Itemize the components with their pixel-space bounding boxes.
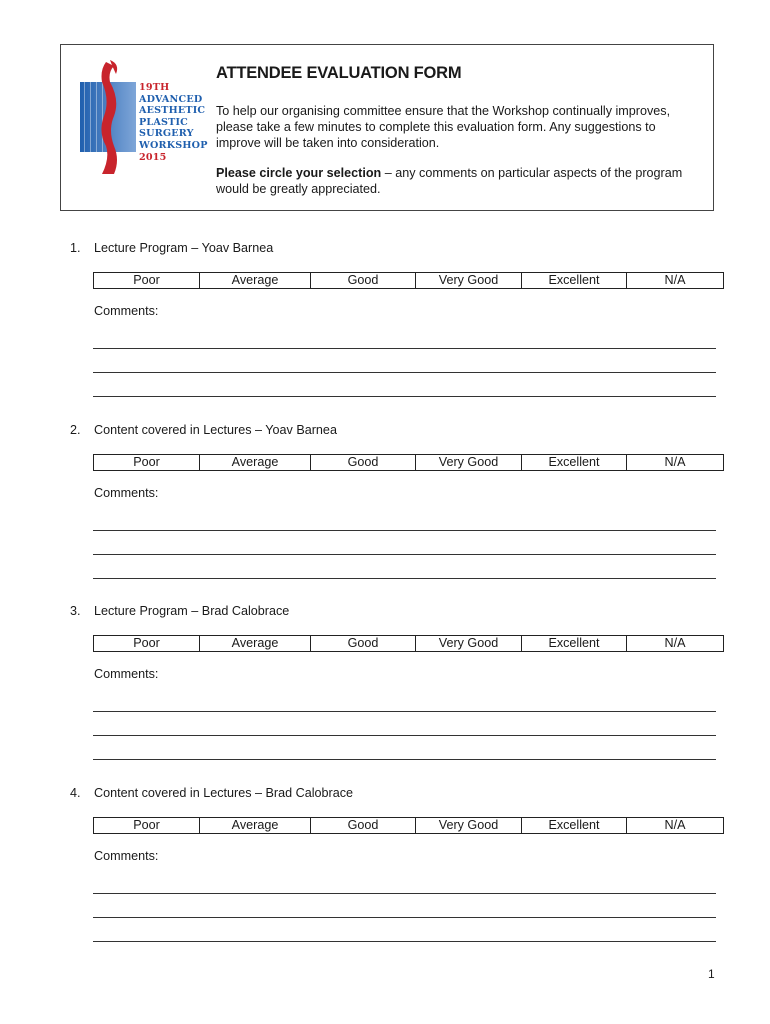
rating-option-very-good[interactable]: Very Good [416, 818, 522, 833]
rating-option-na[interactable]: N/A [664, 455, 686, 469]
rating-option-very-good[interactable]: Very Good [416, 636, 522, 651]
rating-option-na[interactable]: N/A [664, 818, 686, 832]
question-title [70, 786, 353, 800]
logo-line: 19TH [139, 82, 170, 93]
comment-line[interactable] [93, 711, 716, 712]
comment-line[interactable] [93, 554, 716, 555]
comment-line[interactable] [93, 735, 716, 736]
comments-label: Comments: [94, 486, 159, 500]
logo-line: AESTHETIC [139, 105, 206, 117]
question-number: 1. [70, 241, 81, 255]
question-title [70, 423, 337, 437]
rating-option-average[interactable]: Average [200, 455, 311, 470]
rating-option-good[interactable]: Good [311, 636, 416, 651]
rating-option-excellent[interactable]: Excellent [522, 455, 627, 470]
rating-option-good[interactable]: Good [311, 455, 416, 470]
question-number: 2. [70, 423, 81, 437]
form-title: ATTENDEE EVALUATION FORM [216, 64, 462, 82]
instruction-rest: – any comments on particular aspects of the program would be greatly appreciated. [216, 166, 683, 196]
rating-row [93, 454, 724, 471]
rating-option-very-good[interactable]: Very Good [416, 273, 522, 288]
question-text: Content covered in Lectures – Brad Calobrace [94, 786, 354, 800]
rating-row [93, 817, 724, 834]
rating-option-poor[interactable]: Poor [94, 636, 200, 651]
rating-option-excellent[interactable]: Excellent [522, 818, 627, 833]
rating-row [93, 272, 724, 289]
rating-option-poor[interactable]: Poor [94, 273, 200, 288]
comment-line[interactable] [93, 348, 716, 349]
page-number: 1 [708, 967, 715, 981]
rating-option-average[interactable]: Average [200, 636, 311, 651]
question-text: Lecture Program – Yoav Barnea [94, 241, 274, 255]
logo-line: SURGERY [139, 128, 194, 140]
intro-text: To help our organising committee ensure that the Workshop continually improves, please take a few minutes to complete this evaluation form. Any suggestions to improve will be taken into consideration. [216, 104, 671, 150]
rating-option-average[interactable]: Average [200, 818, 311, 833]
rating-option-excellent[interactable]: Excellent [522, 636, 627, 651]
comments-label: Comments: [94, 849, 159, 863]
logo-text [139, 82, 208, 163]
rating-option-very-good[interactable]: Very Good [416, 455, 522, 470]
comments-label: Comments: [94, 667, 159, 681]
comment-line[interactable] [93, 893, 716, 894]
rating-option-excellent[interactable]: Excellent [522, 273, 627, 288]
comment-line[interactable] [93, 530, 716, 531]
rating-option-na[interactable]: N/A [664, 636, 686, 650]
rating-option-na[interactable]: N/A [664, 273, 686, 287]
instruction-bold: Please circle your selection [216, 166, 382, 180]
comment-line[interactable] [93, 578, 716, 579]
logo-line: WORKSHOP [139, 139, 208, 151]
question-text: Lecture Program – Brad Calobrace [94, 604, 290, 618]
logo-line: 2015 [139, 151, 167, 163]
rating-option-poor[interactable]: Poor [94, 818, 200, 833]
instruction-text [216, 165, 696, 197]
question-title [70, 241, 273, 255]
comment-line[interactable] [93, 941, 716, 942]
comment-line[interactable] [93, 759, 716, 760]
comments-label: Comments: [94, 304, 159, 318]
rating-option-good[interactable]: Good [311, 818, 416, 833]
comment-line[interactable] [93, 372, 716, 373]
question-title [70, 604, 289, 618]
comment-line[interactable] [93, 917, 716, 918]
rating-option-poor[interactable]: Poor [94, 455, 200, 470]
rating-row [93, 635, 724, 652]
question-text: Content covered in Lectures – Yoav Barnea [94, 423, 337, 437]
question-number: 3. [70, 604, 81, 618]
logo-line: ADVANCED [139, 93, 203, 105]
logo-line: PLASTIC [139, 116, 188, 128]
rating-option-good[interactable]: Good [311, 273, 416, 288]
question-number: 4. [70, 786, 81, 800]
rating-option-average[interactable]: Average [200, 273, 311, 288]
comment-line[interactable] [93, 396, 716, 397]
